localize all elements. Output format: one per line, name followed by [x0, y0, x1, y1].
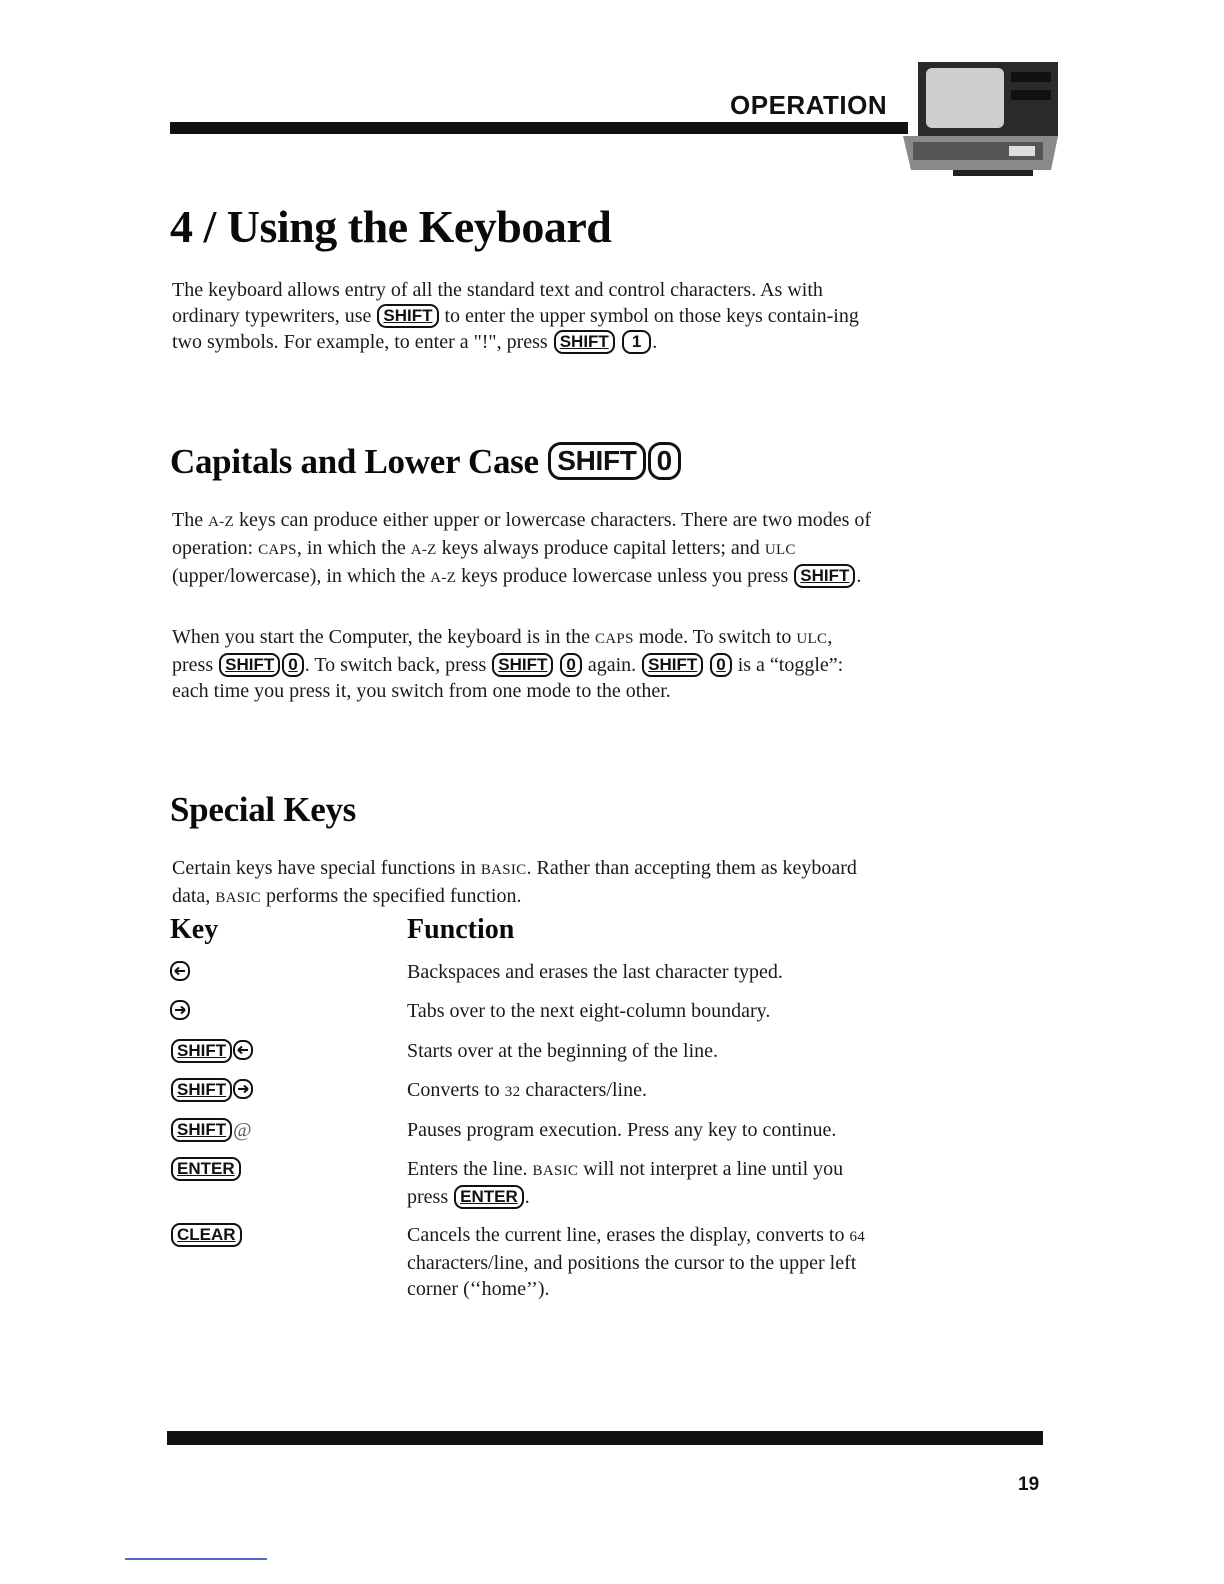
special-keys-paragraph: Certain keys have special functions in BASIC. Rather than accepting them as keyboard data, BASIC performs the specified function.	[172, 857, 857, 907]
function-column-header: Function	[407, 914, 515, 945]
shift-key: SHIFT	[492, 653, 553, 677]
enter-key: ENTER	[171, 1157, 241, 1181]
clear-key: CLEAR	[171, 1223, 242, 1247]
computer-illustration	[893, 58, 1063, 178]
shift-key: SHIFT	[794, 564, 855, 588]
function-text: Tabs over to the next eight-column boundary.	[407, 1000, 771, 1022]
shift-key: SHIFT	[548, 442, 645, 480]
capitals-paragraph-2: When you start the Computer, the keyboard is in the CAPS mode. To switch to ULC, press SHIFT 0 . To switch back, press SHIFT 0 again. SHIFT 0 is a “toggle”: each time you press it, you switch from one mode to the other.	[172, 626, 844, 702]
special-keys-section-title: Special Keys	[170, 790, 356, 829]
shift-key: SHIFT	[171, 1078, 232, 1102]
function-text: Cancels the current line, erases the display, converts to 64 characters/line, and positions the cursor to the upper left corner (‘‘home’’).	[407, 1224, 866, 1300]
enter-key: ENTER	[454, 1185, 524, 1209]
shift-key: SHIFT	[642, 653, 703, 677]
scan-artifact-line	[125, 1558, 267, 1560]
function-text: Backspaces and erases the last character typed.	[407, 961, 783, 983]
chapter-title: 4 / Using the Keyboard	[170, 201, 612, 252]
capitals-paragraph-1: The A-Z keys can produce either upper or lowercase characters. There are two modes of operation: CAPS, in which the A-Z keys always produce capital letters; and ULC (upper/lowercase), in which the A-Z keys produce lowercase unless you press SHIFT .	[172, 509, 872, 587]
at-key: @	[233, 1119, 252, 1141]
header-rule	[170, 122, 908, 134]
shift-key: SHIFT	[171, 1118, 232, 1142]
intro-paragraph: The keyboard allows entry of all the standard text and control characters. As with ordinary typewriters, use SHIFT to enter the upper symbol on those keys contain-ing two symbols. For example, to enter a "!", press SHIFT 1 .	[172, 279, 859, 353]
zero-key: 0	[560, 653, 581, 677]
function-text: Pauses program execution. Press any key to continue.	[407, 1119, 837, 1141]
shift-key: SHIFT	[171, 1039, 232, 1063]
left-arrow-key-icon	[233, 1040, 253, 1060]
right-arrow-key-icon	[233, 1079, 253, 1099]
shift-key: SHIFT	[377, 304, 438, 328]
zero-key: 0	[710, 653, 731, 677]
function-text: Starts over at the beginning of the line.	[407, 1040, 719, 1062]
one-key: 1	[622, 330, 651, 354]
shift-key: SHIFT	[219, 653, 280, 677]
zero-key: 0	[648, 442, 681, 480]
function-text: Enters the line. BASIC will not interpret a line until you press ENTER .	[407, 1158, 844, 1208]
zero-key: 0	[282, 653, 303, 677]
shift-key: SHIFT	[554, 330, 615, 354]
function-text: Converts to 32 characters/line.	[407, 1079, 647, 1101]
right-arrow-key-icon	[170, 1000, 190, 1020]
left-arrow-key-icon	[170, 961, 190, 981]
key-column-header: Key	[170, 914, 219, 945]
footer-rule	[167, 1431, 1043, 1445]
capitals-section-title: Capitals and Lower Case SHIFT 0	[170, 442, 682, 482]
page-number: 19	[1018, 1474, 1040, 1495]
section-header-label: OPERATION	[730, 90, 888, 120]
